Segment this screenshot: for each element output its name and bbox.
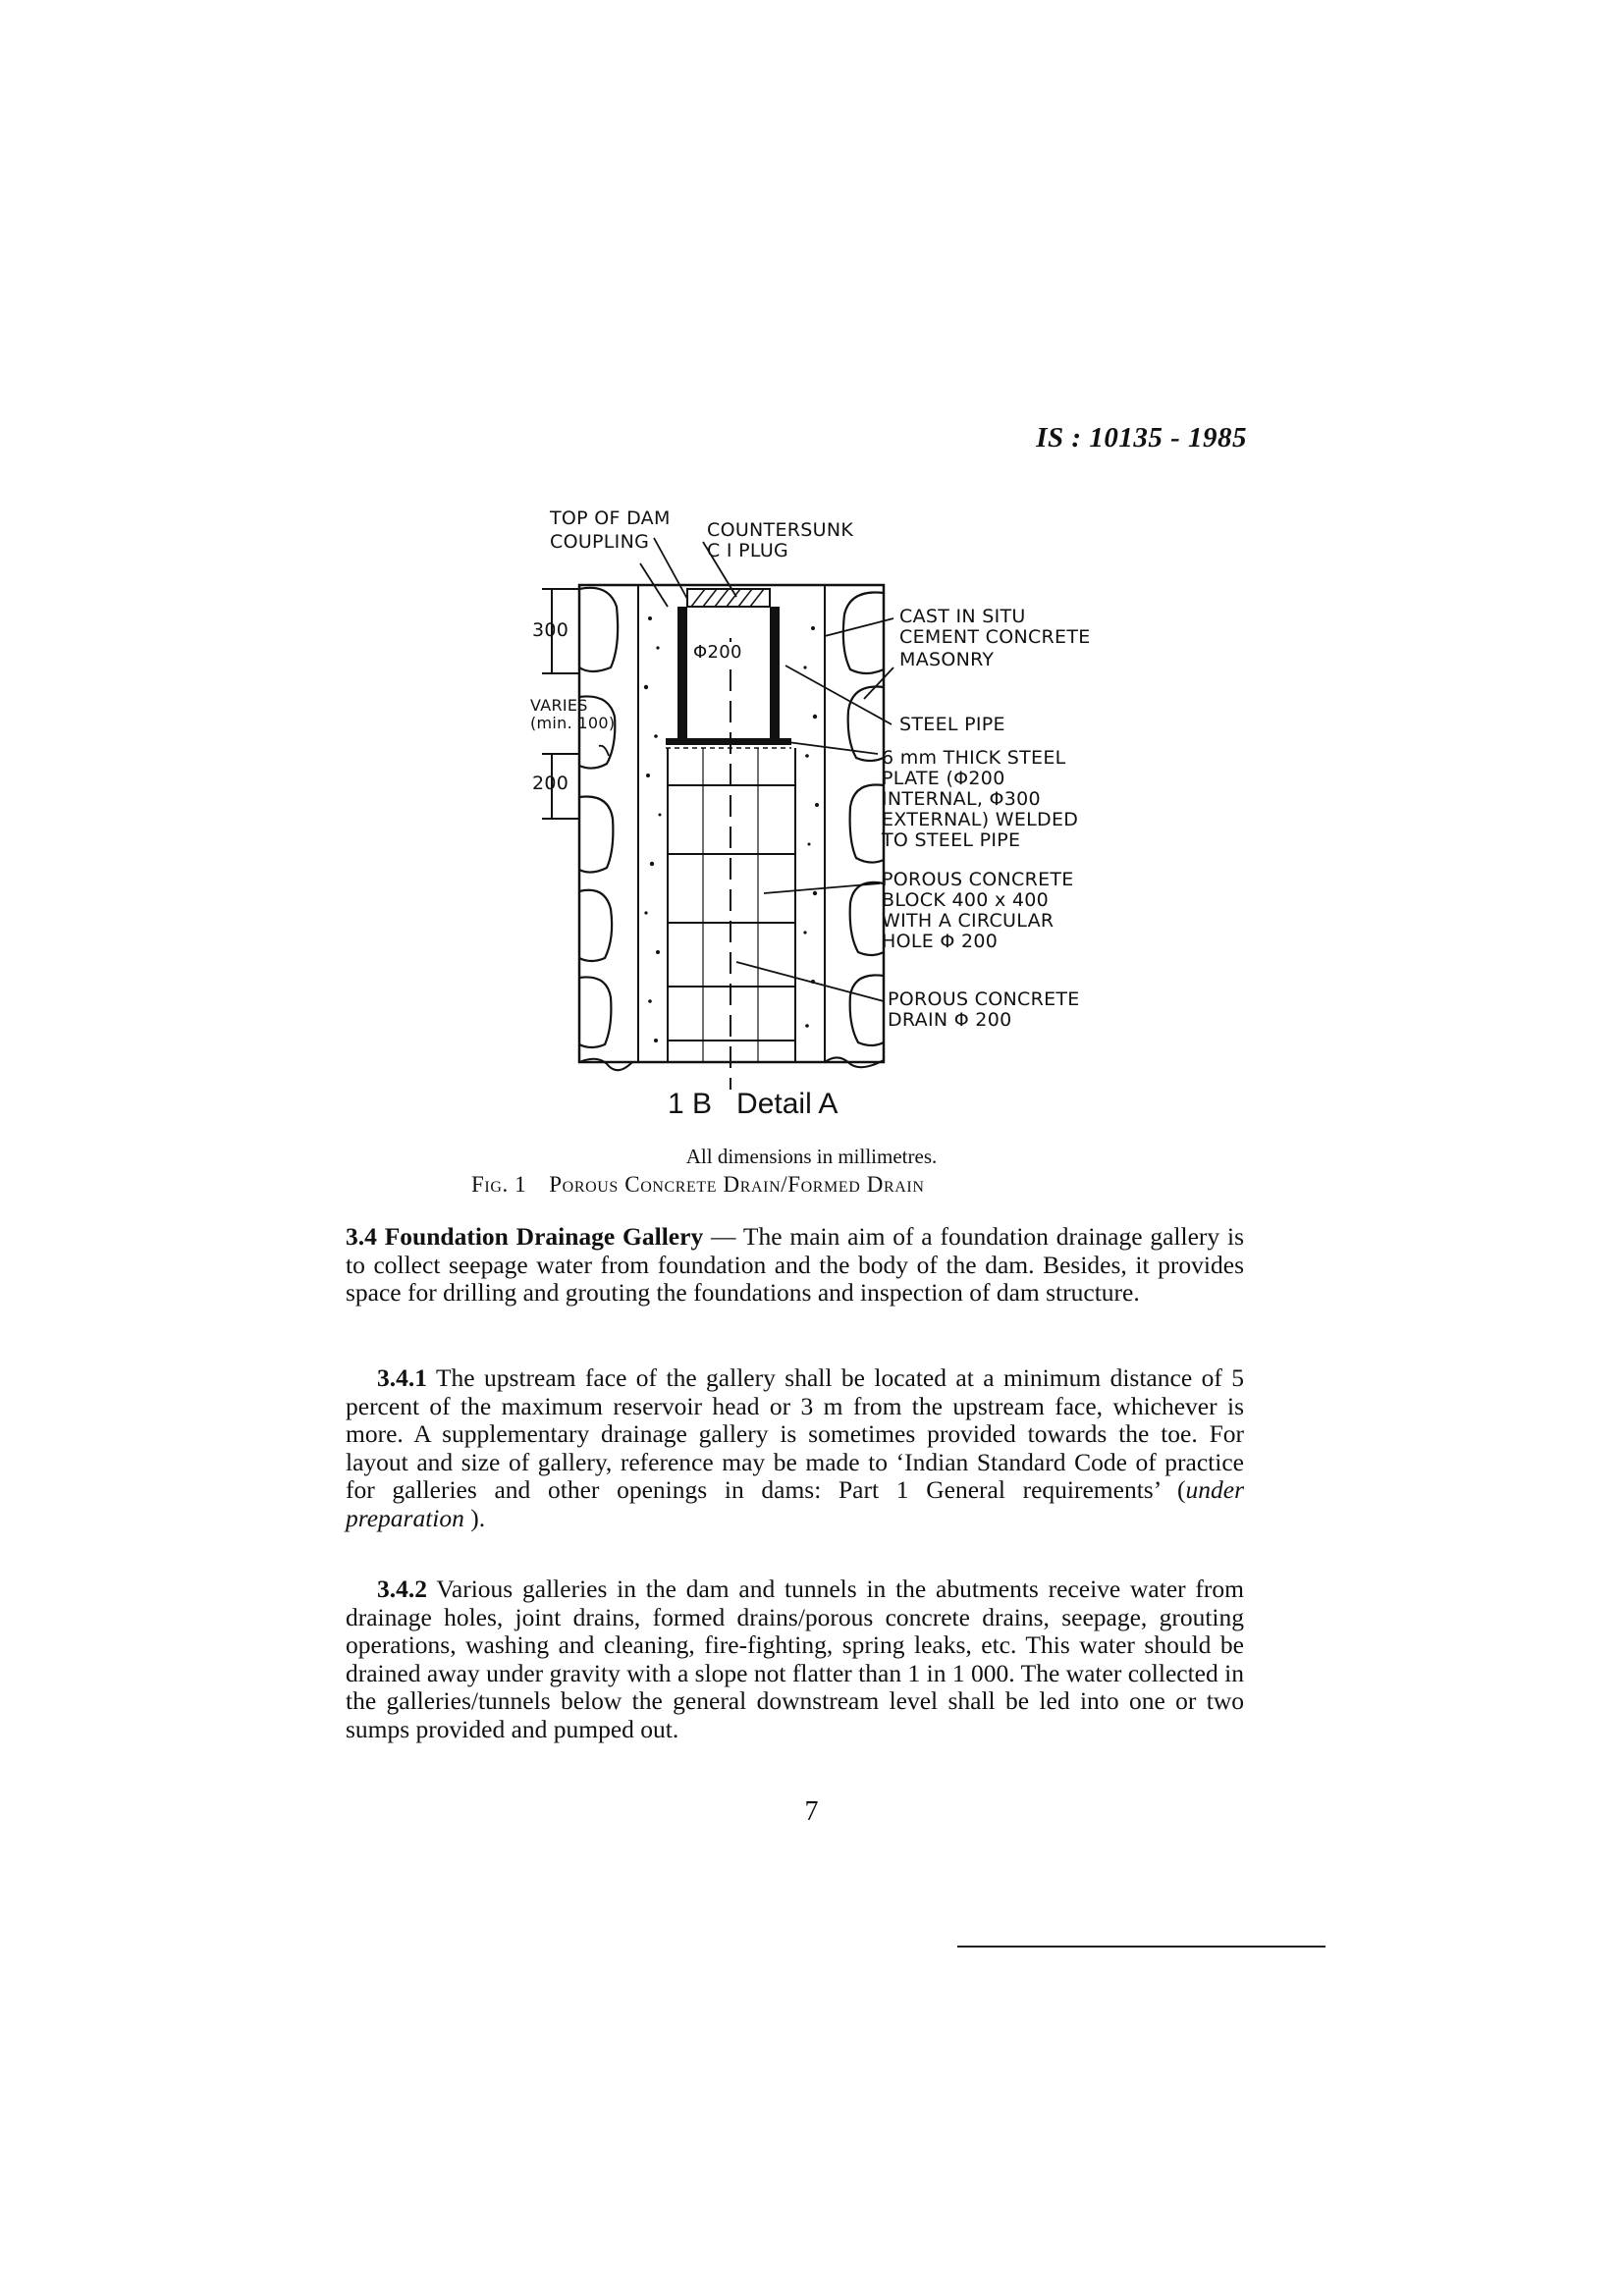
label-coupling: COUPLING: [550, 531, 650, 553]
label-masonry: MASONRY: [899, 649, 995, 670]
label-steel-pipe: STEEL PIPE: [899, 714, 1005, 735]
section-3-4-2-text: Various galleries in the dam and tunnels in the abutments receive water from drainage holes, joint drains, formed drains/porous concrete drains, seepage, grouting operations, washing and cleaning, fire-fighting, spring leaks, etc. This water should be drained away under gravity with a slope not flatter than 1 in 1 000. The water collected in the galleries/tunnels below the general downstream level shall be led into one or two sumps provided and pumped out.: [346, 1575, 1244, 1743]
label-dim-300: 300: [532, 619, 569, 641]
figure-subcaption: 1 B Detail A: [668, 1088, 839, 1120]
label-dim-200: 200: [532, 773, 569, 794]
label-steel-plate: 6 mm THICK STEEL PLATE (Φ200 INTERNAL, Φ300 EXTERNAL) WELDED TO STEEL PIPE: [882, 747, 1079, 851]
figure-caption-title: Porous Concrete Drain/Formed Drain: [549, 1172, 925, 1197]
figure-caption: [471, 1172, 924, 1198]
section-3-4-1-text-end: ).: [463, 1503, 486, 1532]
section-3-4-paragraph: [346, 1223, 1244, 1308]
masonry-stones-left: [579, 588, 618, 1047]
standard-code: IS : 10135 - 1985: [1036, 422, 1247, 454]
section-3-4-1-italic-note: under preparation: [346, 1475, 1244, 1532]
masonry-stones-right: [843, 592, 884, 1045]
bottom-rule: [957, 1946, 1325, 1948]
label-porous-block: POROUS CONCRETE BLOCK 400 x 400 WITH A CIRCULAR HOLE Φ 200: [882, 869, 1074, 952]
section-3-4-2-number: 3.4.2: [377, 1575, 427, 1603]
steel-plate: [666, 738, 791, 745]
steel-pipe-wall-right: [770, 607, 780, 740]
label-top-of-dam: TOP OF DAM: [550, 507, 671, 529]
section-3-4-2-paragraph: [346, 1575, 1244, 1743]
figure-caption-label: Fig. 1: [471, 1172, 527, 1197]
units-note: All dimensions in millimetres.: [685, 1145, 938, 1168]
label-countersunk-plug: COUNTERSUNK C I PLUG: [707, 519, 854, 561]
label-cast-in-situ: CAST IN SITU CEMENT CONCRETE: [899, 606, 1091, 648]
section-3-4-1-number: 3.4.1: [377, 1363, 427, 1392]
label-phi-200: Φ200: [693, 642, 742, 663]
section-3-4-number: 3.4: [346, 1222, 377, 1251]
steel-pipe-wall-left: [677, 607, 687, 740]
figure-1b-detail-a: [530, 491, 1139, 1099]
section-3-4-1-text: The upstream face of the gallery shall be located at a minimum distance of 5 percent of the maximum reservoir head or 3 m from the upstream face, whichever is more. A supplementary drainage gallery is sometimes provided towards the toe. For layout and size of gallery, reference may be made to ‘Indian Standard Code of practice for galleries and other openings in dams: Part 1 General requirements’ (: [346, 1363, 1244, 1504]
label-porous-drain: POROUS CONCRETE DRAIN Φ 200: [888, 988, 1080, 1031]
section-3-4-heading: Foundation Drainage Gallery: [384, 1222, 704, 1251]
section-3-4-text: — The main aim of a foundation drainage gallery is to collect seepage water from foundation and the body of the dam. Besides, it provides space for drilling and grouting the foundations and inspection of dam structure.: [346, 1222, 1244, 1307]
section-3-4-1-paragraph: [346, 1364, 1244, 1532]
page-number: 7: [804, 1796, 819, 1827]
label-varies: VARIES (min. 100): [530, 696, 616, 732]
